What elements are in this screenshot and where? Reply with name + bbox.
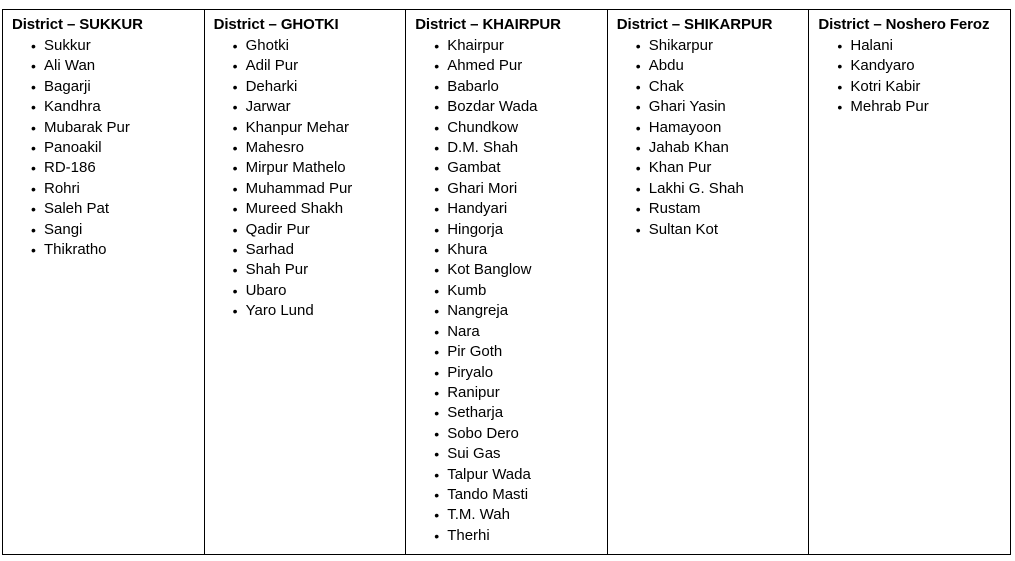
town-list-item: • Mubarak Pur bbox=[12, 118, 196, 138]
town-list-item: • Setharja bbox=[415, 403, 599, 423]
town-list-item: • Hamayoon bbox=[617, 118, 801, 138]
town-list-item: • Kot Banglow bbox=[415, 260, 599, 280]
town-list-item: • Nangreja bbox=[415, 301, 599, 321]
town-list-item: • Sui Gas bbox=[415, 444, 599, 464]
town-list-item: • Sultan Kot bbox=[617, 220, 801, 240]
town-list-item: • Mehrab Pur bbox=[818, 97, 1002, 117]
town-list-item: • Handyari bbox=[415, 199, 599, 219]
town-list-item: • Bozdar Wada bbox=[415, 97, 599, 117]
town-list-item: • Shah Pur bbox=[214, 260, 398, 280]
town-list-item: • Kandyaro bbox=[818, 56, 1002, 76]
town-list-item: • Chundkow bbox=[415, 118, 599, 138]
town-list-item: • Lakhi G. Shah bbox=[617, 179, 801, 199]
district-title: District – SUKKUR bbox=[12, 16, 143, 33]
town-list-item: • Thikratho bbox=[12, 240, 196, 260]
town-list-item: • Panoakil bbox=[12, 138, 196, 158]
town-list-item: • Abdu bbox=[617, 56, 801, 76]
town-list-item: • Ali Wan bbox=[12, 56, 196, 76]
town-list-item: • Chak bbox=[617, 77, 801, 97]
town-list-item: • Kotri Kabir bbox=[818, 77, 1002, 97]
town-list-item: • Khura bbox=[415, 240, 599, 260]
district-title: District – KHAIRPUR bbox=[415, 16, 561, 33]
town-list-item: • Mahesro bbox=[214, 138, 398, 158]
districts-table bbox=[2, 9, 1011, 555]
town-list-item: • Therhi bbox=[415, 526, 599, 546]
town-list-item: • Khanpur Mehar bbox=[214, 118, 398, 138]
districts-table-container bbox=[2, 9, 1010, 555]
town-list-item: • Ghotki bbox=[214, 36, 398, 56]
town-list-item: • Gambat bbox=[415, 158, 599, 178]
town-list-item: • RD-186 bbox=[12, 158, 196, 178]
town-list-item: • Ghari Mori bbox=[415, 179, 599, 199]
town-list-item: • Nara bbox=[415, 322, 599, 342]
town-list-item: • Rustam bbox=[617, 199, 801, 219]
district-cell-ghotki bbox=[204, 10, 406, 555]
district-title: District – Noshero Feroz bbox=[818, 16, 990, 33]
town-list-item: • Khairpur bbox=[415, 36, 599, 56]
town-list-item: • Shikarpur bbox=[617, 36, 801, 56]
districts-row bbox=[3, 10, 1011, 555]
town-list-item: • Talpur Wada bbox=[415, 465, 599, 485]
town-list-item: • Ghari Yasin bbox=[617, 97, 801, 117]
town-list-item: • Halani bbox=[818, 36, 1002, 56]
town-list-item: • Rohri bbox=[12, 179, 196, 199]
town-list-item: • Bagarji bbox=[12, 77, 196, 97]
town-list-item: • Sobo Dero bbox=[415, 424, 599, 444]
town-list-item: • Jarwar bbox=[214, 97, 398, 117]
town-list-item: • Ubaro bbox=[214, 281, 398, 301]
town-list-item: • Sarhad bbox=[214, 240, 398, 260]
town-list-item: • T.M. Wah bbox=[415, 505, 599, 525]
town-list-item: • Tando Masti bbox=[415, 485, 599, 505]
town-list-item: • Mureed Shakh bbox=[214, 199, 398, 219]
town-list-item: • Jahab Khan bbox=[617, 138, 801, 158]
town-list-item: • Saleh Pat bbox=[12, 199, 196, 219]
district-cell-shikarpur bbox=[607, 10, 809, 555]
town-list-item: • Yaro Lund bbox=[214, 301, 398, 321]
district-cell-sukkur bbox=[3, 10, 205, 555]
town-list-item: • Pir Goth bbox=[415, 342, 599, 362]
town-list-item: • Ranipur bbox=[415, 383, 599, 403]
town-list-item: • Kandhra bbox=[12, 97, 196, 117]
town-list-item: • Qadir Pur bbox=[214, 220, 398, 240]
district-title: District – SHIKARPUR bbox=[616, 16, 773, 33]
town-list bbox=[12, 36, 196, 260]
town-list bbox=[415, 36, 599, 546]
district-cell-khairpur bbox=[406, 10, 608, 555]
town-list-item: • Piryalo bbox=[415, 363, 599, 383]
town-list-item: • D.M. Shah bbox=[415, 138, 599, 158]
town-list-item: • Kumb bbox=[415, 281, 599, 301]
town-list-item: • Ahmed Pur bbox=[415, 56, 599, 76]
town-list-item: • Sangi bbox=[12, 220, 196, 240]
town-list bbox=[818, 36, 1002, 118]
town-list bbox=[214, 36, 398, 322]
town-list-item: • Muhammad Pur bbox=[214, 179, 398, 199]
town-list-item: • Khan Pur bbox=[617, 158, 801, 178]
town-list-item: • Babarlo bbox=[415, 77, 599, 97]
district-title: District – GHOTKI bbox=[213, 16, 339, 33]
town-list-item: • Mirpur Mathelo bbox=[214, 158, 398, 178]
town-list-item: • Hingorja bbox=[415, 220, 599, 240]
district-cell-noshero-feroz bbox=[809, 10, 1011, 555]
town-list bbox=[617, 36, 801, 240]
town-list-item: • Adil Pur bbox=[214, 56, 398, 76]
town-list-item: • Sukkur bbox=[12, 36, 196, 56]
town-list-item: • Deharki bbox=[214, 77, 398, 97]
